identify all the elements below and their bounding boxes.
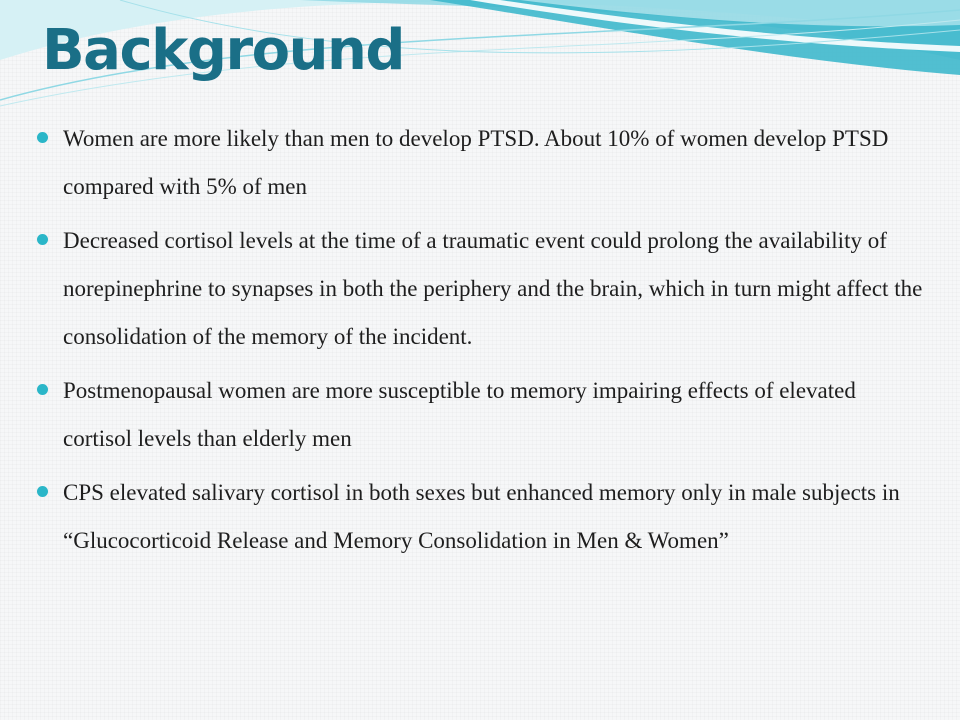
bullet-text: Women are more likely than men to develop PTSD. About 10% of women develop PTSD compared with 5% of men [63, 126, 889, 199]
bullet-list [0, 115, 960, 571]
slide-title: Background [42, 18, 404, 83]
bullet-dot-icon [37, 234, 48, 245]
bullet-text: Decreased cortisol levels at the time of a traumatic event could prolong the availability of norepinephrine to synapses in both the periphery and the brain, which in turn might affect the consolidation of the memory of the incident. [63, 228, 923, 349]
bullet-text: CPS elevated salivary cortisol in both sexes but enhanced memory only in male subjects in “Glucocorticoid Release and Memory Consolidation in Men & Women” [63, 480, 900, 553]
bullet-item [0, 217, 960, 361]
bullet-dot-icon [37, 384, 48, 395]
bullet-dot-icon [37, 132, 48, 143]
bullet-item [0, 115, 960, 211]
bullet-dot-icon [37, 486, 48, 497]
bullet-text: Postmenopausal women are more susceptible to memory impairing effects of elevated cortisol levels than elderly men [63, 378, 856, 451]
bullet-item [0, 367, 960, 463]
bullet-item [0, 469, 960, 565]
